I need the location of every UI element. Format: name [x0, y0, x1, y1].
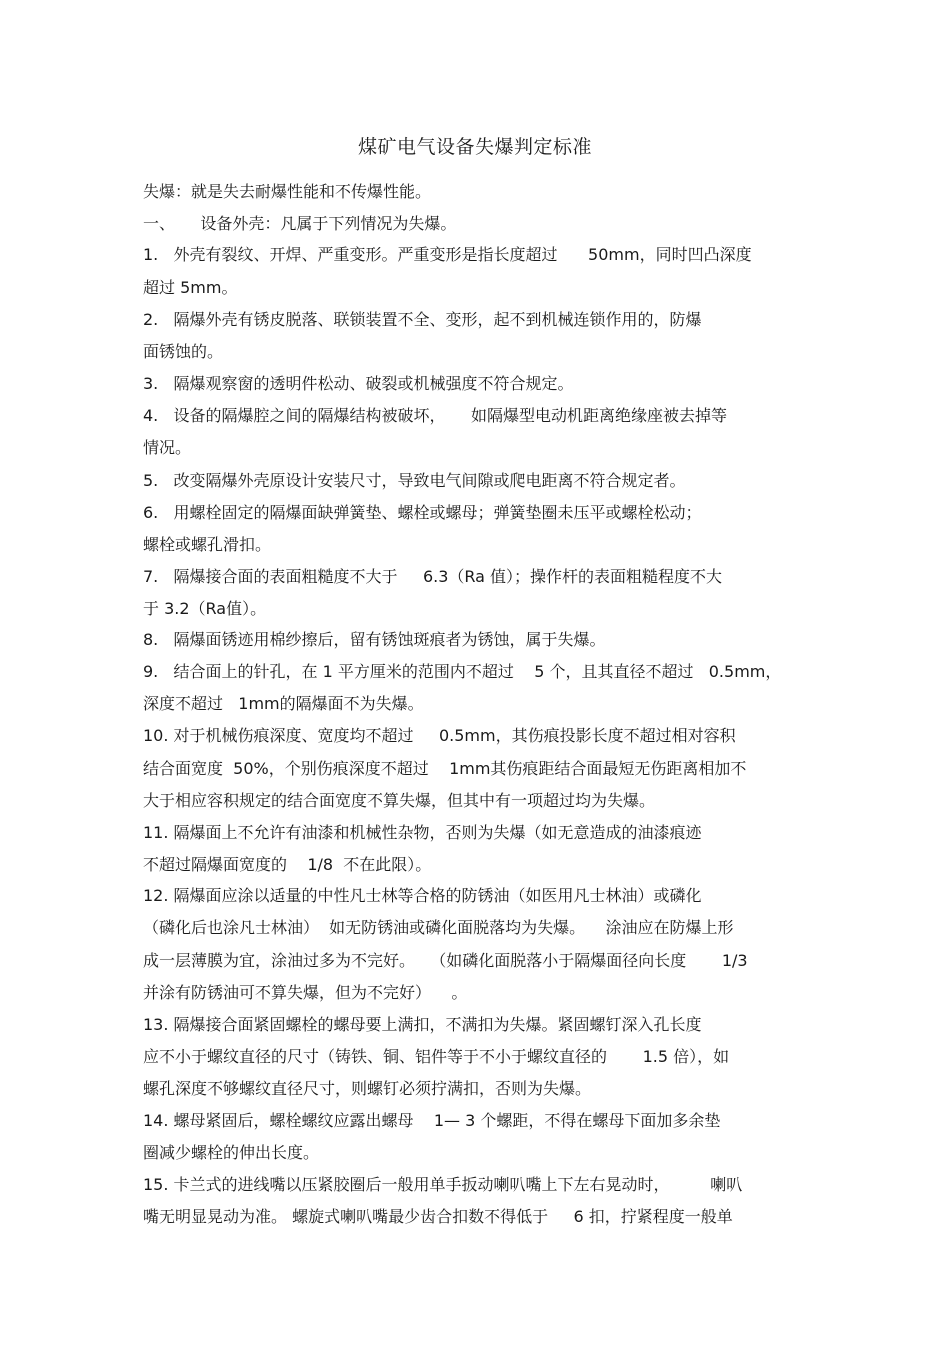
text-line: （磷化后也涂凡士林油） 如无防锈油或磷化面脱落均为失爆。 涂油应在防爆上形: [143, 918, 734, 937]
text-line: 失爆：就是失去耐爆性能和不传爆性能。: [143, 182, 432, 201]
text-line: 应不小于螺纹直径的尺寸（铸铁、铜、铝件等于不小于螺纹直径的 1.5 倍），如: [143, 1047, 730, 1066]
text-line: 6. 用螺栓固定的隔爆面缺弹簧垫、螺栓或螺母；弹簧垫圈未压平或螺栓松动；: [143, 503, 702, 522]
text-line: 嘴无明显晃动为准。 螺旋式喇叭嘴最少齿合扣数不得低于 6 扣，拧紧程度一般单: [143, 1207, 733, 1226]
text-line: 大于相应容积规定的结合面宽度不算失爆，但其中有一项超过均为失爆。: [143, 791, 656, 810]
text-line: 螺栓或螺孔滑扣。: [143, 535, 272, 554]
text-line: 一、 设备外壳：凡属于下列情况为失爆。: [143, 214, 457, 233]
text-line: 螺孔深度不够螺纹直径尺寸，则螺钉必须拧满扣，否则为失爆。: [143, 1079, 592, 1098]
text-line: 7. 隔爆接合面的表面粗糙度不大于 6.3（Ra 值）；操作杆的表面粗糙程度不大: [143, 567, 723, 586]
text-line: 14. 螺母紧固后，螺栓螺纹应露出螺母 1— 3 个螺距，不得在螺母下面加多余垫: [143, 1111, 721, 1130]
text-line: 8. 隔爆面锈迹用棉纱擦后，留有锈蚀斑痕者为锈蚀，属于失爆。: [143, 630, 606, 649]
text-line: 1. 外壳有裂纹、开焊、严重变形。严重变形是指长度超过 50mm，同时凹凸深度: [143, 245, 752, 264]
text-line: 3. 隔爆观察窗的透明件松动、破裂或机械强度不符合规定。: [143, 374, 574, 393]
text-line: 13. 隔爆接合面紧固螺栓的螺母要上满扣，不满扣为失爆。紧固螺钉深入孔长度: [143, 1015, 702, 1034]
text-line: 9. 结合面上的针孔，在 1 平方厘米的范围内不超过 5 个，且其直径不超过 0.5mm，: [143, 662, 782, 681]
text-line: 15. 卡兰式的进线嘴以压紧胶圈后一般用单手扳动喇叭嘴上下左右晃动时， 喇叭: [143, 1175, 743, 1194]
text-line: 超过 5mm。: [143, 278, 238, 297]
text-line: 12. 隔爆面应涂以适量的中性凡士林等合格的防锈油（如医用凡士林油）或磷化: [143, 886, 702, 905]
text-line: 不超过隔爆面宽度的 1/8 不在此限）。: [143, 855, 432, 874]
text-line: 10. 对于机械伤痕深度、宽度均不超过 0.5mm，其伤痕投影长度不超过相对容积: [143, 726, 736, 745]
text-line: 4. 设备的隔爆腔之间的隔爆结构被破坏， 如隔爆型电动机距离绝缘座被去掉等: [143, 406, 727, 425]
text-line: 2. 隔爆外壳有锈皮脱落、联锁装置不全、变形，起不到机械连锁作用的，防爆: [143, 310, 702, 329]
text-line: 成一层薄膜为宜，涂油过多为不完好。 （如磷化面脱落小于隔爆面径向长度 1/3: [143, 951, 748, 970]
text-line: 情况。: [143, 438, 192, 457]
text-line: 并涂有防锈油可不算失爆，但为不完好） 。: [143, 983, 468, 1002]
text-line: 5. 改变隔爆外壳原设计安装尺寸，导致电气间隙或爬电距离不符合规定者。: [143, 471, 686, 490]
text-line: 深度不超过 1mm的隔爆面不为失爆。: [143, 694, 424, 713]
text-line: 11. 隔爆面上不允许有油漆和机械性杂物，否则为失爆（如无意造成的油漆痕迹: [143, 823, 702, 842]
text-line: 圈减少螺栓的伸出长度。: [143, 1143, 320, 1162]
document-title: 煤矿电气设备失爆判定标准: [357, 136, 592, 158]
text-line: 结合面宽度 50%，个别伤痕深度不超过 1mm其伤痕距结合面最短无伤距离相加不: [143, 759, 747, 778]
text-line: 面锈蚀的。: [143, 342, 224, 361]
text-line: 于 3.2（Ra值）。: [143, 599, 267, 618]
